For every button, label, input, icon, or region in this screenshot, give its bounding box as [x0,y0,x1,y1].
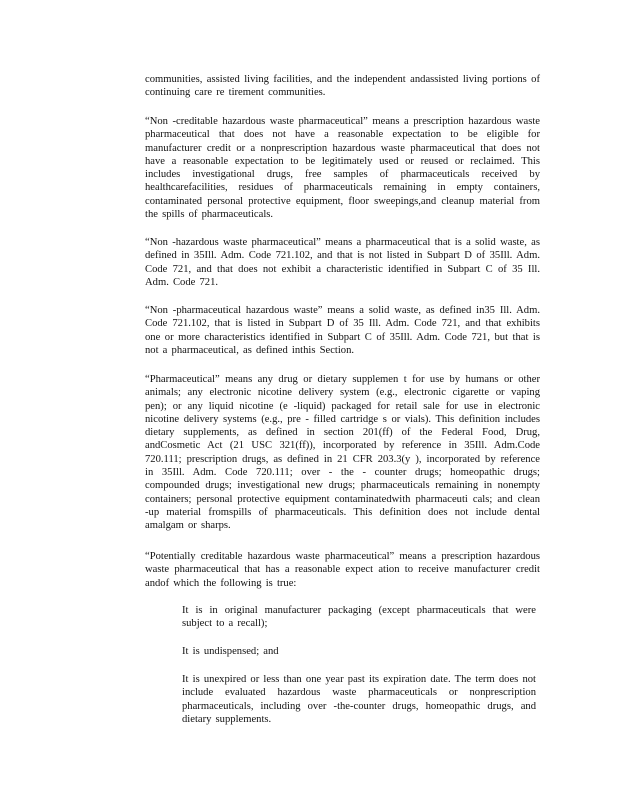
condition-item: It is unexpired or less than one year past its expiration date. The term does not include evaluated hazardous waste pharmaceuticals or nonprescription pharmaceuticals, including over -the-counter drugs, homeopathic drugs, and dietary supplements. [182,674,536,725]
definition-potentially-creditable: “Potentially creditable hazardous waste pharmaceutical” means a prescription hazardous waste pharmaceutical that has a reasonable expect ation to receive manufacturer credit andof which the following is true: [145,551,540,589]
definition-non-pharmaceutical-hazardous: “Non -pharmaceutical hazardous waste” means a solid waste, as defined in35 Ill. Adm. Code 721.102, that is listed in Subpart D of 35 Ill. Adm. Code 721, and that exhibits one or more characteristics identified in Subpart C of 35Ill. Adm. Code 721, but that is not a pharmaceutical, as defined inthis Section. [145,305,540,356]
condition-item: It is in original manufacturer packaging (except pharmaceuticals that were subject to a recall); [182,605,536,630]
definition-non-hazardous-pharmaceutical: “Non -hazardous waste pharmaceutical” means a pharmaceutical that is a solid waste, as defined in 35Ill. Adm. Code 721.102, and that is not listed in Subpart D of 35Ill. Adm. Code 721, and that does not exhibit a characteristic identified in Subpart C of 35 Ill. Adm. Code 721. [145,237,540,288]
definition-pharmaceutical: “Pharmaceutical” means any drug or dietary supplemen t for use by humans or other animals; any electronic nicotine delivery system (e.g., electronic cigarette or vaping pen); or any liquid nicotine (e -liquid) packaged for retail sale for use in electronic nicotine delivery systems (e.g., pre - filled cartridge s or vials). This definition includes dietary supplements, as defined in section 201(ff) of the Federal Food, Drug, andCosmetic Act (21 USC 321(ff)), incorporated by reference in 35Ill. Adm.Code 720.111; prescription drugs, as defined in 21 CFR 203.3(y ), incorporated by reference in 35Ill. Adm. Code 720.111; over - the - counter drugs; homeopathic drugs; compounded drugs; investigational new drugs; pharmaceuticals remaining in nonempty containers; personal protective equipment contaminatedwith pharmaceuti cals; and clean -up material fromspills of pharmaceuticals. This definition does not include dental amalgam or sharps. [145,374,540,532]
definition-non-creditable: “Non -creditable hazardous waste pharmaceutical” means a prescription hazardous waste pharmaceutical that does not have a reasonable expectation to be eligible for manufacturer credit or a nonprescription hazardous waste pharmaceutical that does not have a reasonable expectation to be legitimately used or reused or reclaimed. This includes investigational drugs, free samples of pharmaceuticals received by healthcarefacilities, residues of pharmaceuticals remaining in empty containers, contaminated personal protective equipment, floor sweepings,and cleanup material from the spills of pharmaceuticals. [145,116,540,221]
condition-item: It is undispensed; and [182,646,279,657]
paragraph-continuation: communities, assisted living facilities, and the independent andassisted living portions of continuing care re tirement communities. [145,74,540,99]
